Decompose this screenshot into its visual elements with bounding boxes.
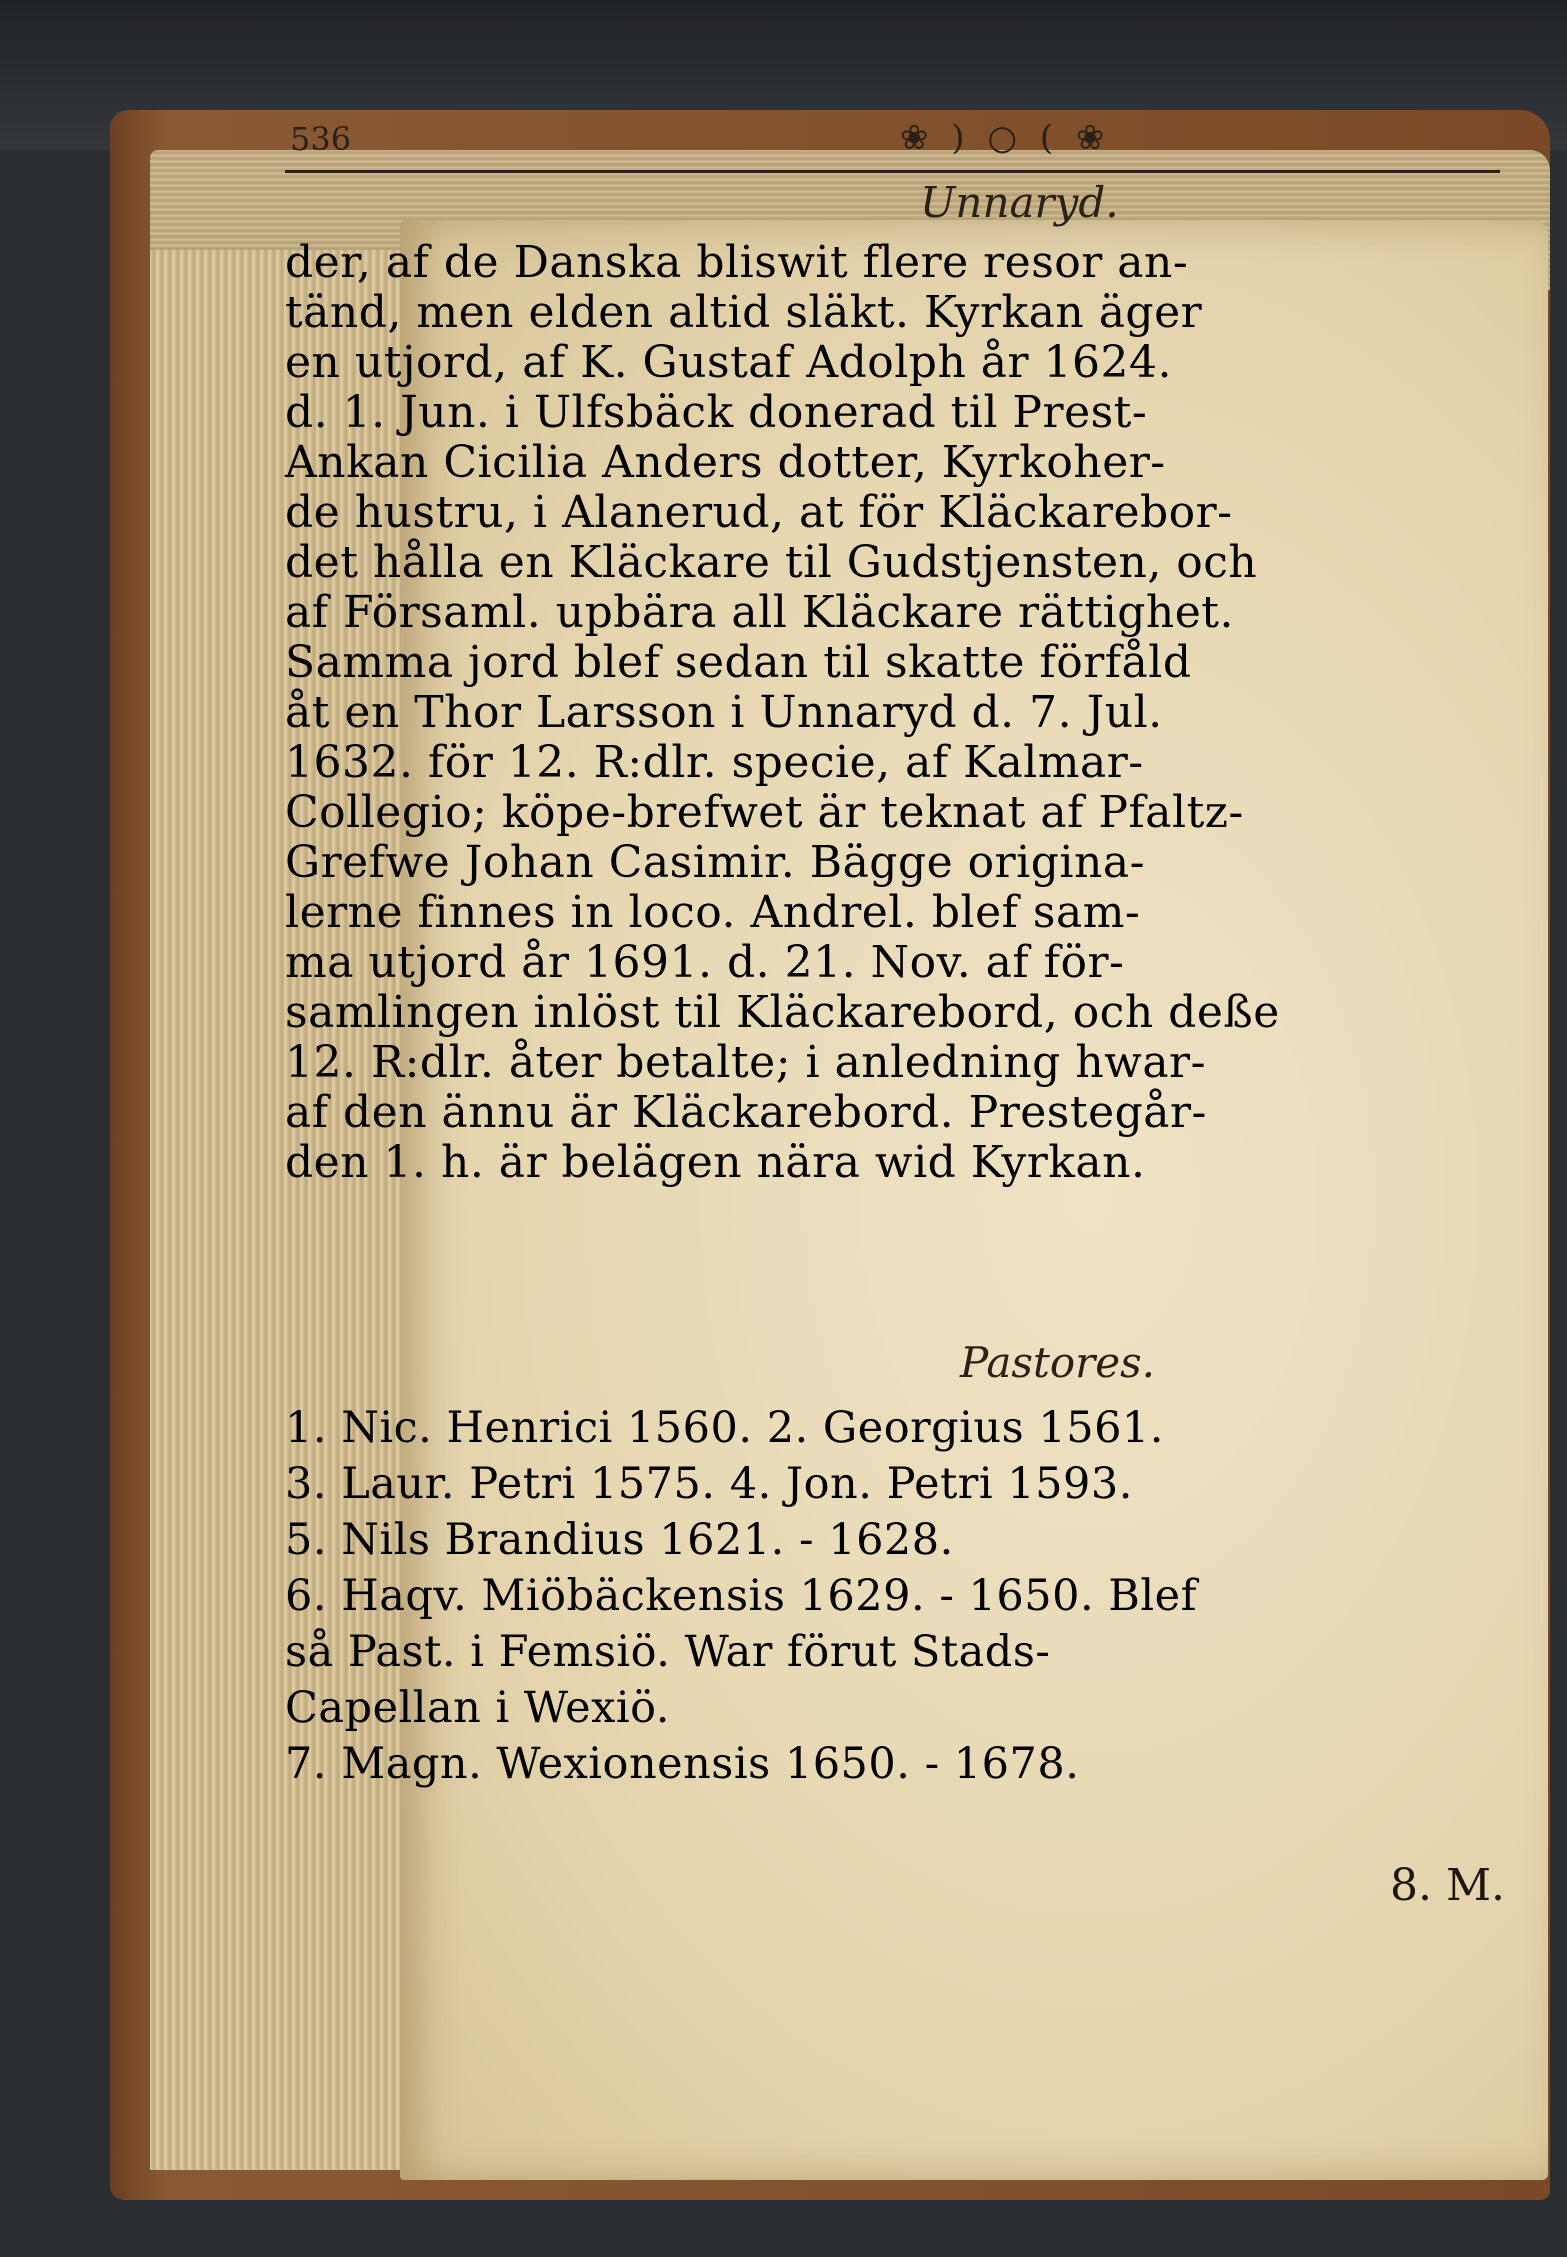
pastor-line: 7. Magn. Wexionensis 1650. - 1678. [285, 1739, 1080, 1789]
text-line: Grefwe Johan Casimir. Bägge origina- [285, 837, 1145, 888]
pastor-list [285, 1400, 1515, 1792]
text-line: af den ännu är Kläckarebord. Prestegår- [285, 1087, 1207, 1138]
text-line: åt en Thor Larsson i Unnaryd d. 7. Jul. [285, 687, 1163, 738]
text-line: Ankan Cicilia Anders dotter, Kyrkoher- [285, 437, 1166, 488]
text-line: der, af de Danska bliswit flere resor an- [285, 237, 1189, 288]
text-line: lerne finnes in loco. Andrel. blef sam- [285, 887, 1141, 938]
text-line: samlingen inlöst til Kläckarebord, och deße [285, 987, 1280, 1038]
text-line: d. 1. Jun. i Ulfsbäck donerad til Prest- [285, 387, 1148, 438]
header-rule [285, 170, 1500, 173]
pastor-line: så Past. i Femsiö. War förut Stads- [285, 1627, 1051, 1677]
page-number: 536 [290, 120, 352, 158]
pastor-line: 3. Laur. Petri 1575. 4. Jon. Petri 1593. [285, 1459, 1133, 1509]
pastor-line: 1. Nic. Henrici 1560. 2. Georgius 1561. [285, 1403, 1164, 1453]
place-title: Unnaryd. [920, 178, 1119, 227]
body-text [285, 238, 1515, 1188]
header-ornament: ❀ ) ○ ( ❀ [900, 118, 1111, 158]
text-line: en utjord, af K. Gustaf Adolph år 1624. [285, 337, 1172, 388]
text-line: de hustru, i Alanerud, at för Kläckarebor- [285, 487, 1233, 538]
catchword: 8. M. [1390, 1860, 1506, 1911]
pastor-line: 5. Nils Brandius 1621. - 1628. [285, 1515, 954, 1565]
text-line: ma utjord år 1691. d. 21. Nov. af för- [285, 937, 1125, 988]
pastor-line: Capellan i Wexiö. [285, 1683, 670, 1733]
text-line: den 1. h. är belägen nära wid Kyrkan. [285, 1137, 1146, 1188]
text-line: 12. R:dlr. åter betalte; i anledning hwar- [285, 1037, 1206, 1088]
text-line: af Församl. upbära all Kläckare rättighet. [285, 587, 1234, 638]
text-line: tänd, men elden altid släkt. Kyrkan äger [285, 287, 1203, 338]
pastor-line: 6. Haqv. Miöbäckensis 1629. - 1650. Blef [285, 1571, 1197, 1621]
text-line: Collegio; köpe-brefwet är teknat af Pfaltz- [285, 787, 1244, 838]
text-line: det hålla en Kläckare til Gudstjensten, och [285, 537, 1258, 588]
section-heading: Pastores. [960, 1338, 1155, 1387]
text-line: Samma jord blef sedan til skatte förfåld [285, 637, 1192, 688]
text-line: 1632. för 12. R:dlr. specie, af Kalmar- [285, 737, 1144, 788]
